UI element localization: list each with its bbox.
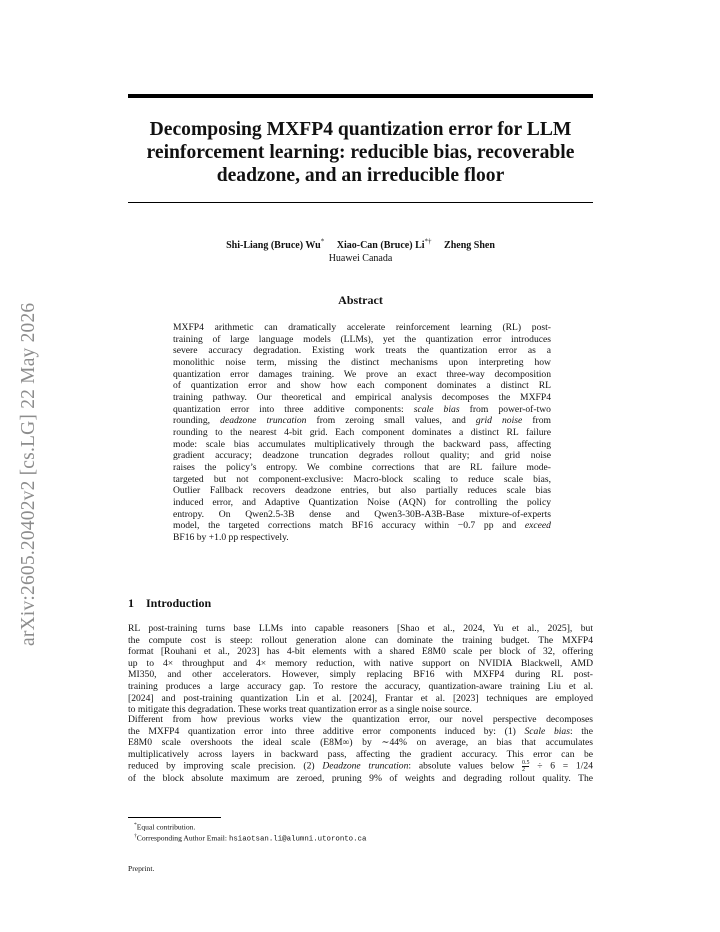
author-3: Zheng Shen: [444, 240, 495, 252]
intro-paragraph-2: Different from how previous works view the quantization error, our novel perspective decomposes the MXFP4 quantization error into three additive error components induced by: (1) Scale bias: the E8M0 scale overshoots the ideal scale (E8M∞) by ∼44% on average, an bias that accumulates multiplicatively across layers in backward pass, affecting the gradient accuracy. This error can be reduced by improving scale precision. (2) Deadzone truncation: absolute values below $\frac{0.5}{2}$ ÷ 6 = 1/24 of the block absolute maximum are zeroed, pruning 9% of weights and degrading rollout quality. The: [128, 714, 593, 785]
abstract-body: MXFP4 arithmetic can dramatically accelerate reinforcement learning (RL) post- training of large language models (LLMs), yet the quantization error introduces severe accuracy degradation. Existing work treats the quantization error as a monolithic noise term, missing the distinct mechanisms upon interpreting how quantization error damages training. We prove an exact three-way decomposition of quantization error and show how each component dominates a distinct RL training pathway. Our theoretical and empirical analysis decomposes the MXFP4 quantization error into three additive components: scale bias from power-of-two rounding, deadzone truncation from zeroing small values, and grid noise from rounding to the nearest 4-bit grid. Each component dominates a distinct RL failure mode: scale bias accumulates multiplicatively through the backward pass, affecting gradient accuracy; deadzone truncation degrades rollout quality; and grid noise raises the policy’s entropy. We combine corrections that are RL failure mode- targeted but not component-exclusive: Macro-block scaling to reduce scale bias, Outlier Fallback recovers deadzone entries, but also partially reduces scale bias induced error, and Adaptive Quantization Noise (AQN) for controlling the policy entropy. On Qwen2.5-3B dense and Qwen3-30B-A3B-Base mixture-of-experts model, the targeted corrections match BF16 accuracy within −0.7 pp and exceed BF16 by +1.0 pp respectively.: [173, 322, 551, 543]
title-line: deadzone, and an irreducible floor: [216, 165, 505, 186]
footnote-rule: [128, 817, 221, 818]
paper-title: [128, 118, 593, 187]
title-line: reinforcement learning: reducible bias, recoverable: [146, 142, 575, 163]
section-heading: 1 Introduction: [128, 596, 212, 610]
author-2: Xiao-Can (Bruce) Li*†: [336, 238, 432, 252]
footnotes: [134, 821, 366, 846]
author-block: [128, 236, 593, 265]
author-names: [128, 236, 593, 252]
intro-paragraph-1: RL post-training turns base LLMs into capable reasoners [Shao et al., 2024, Yu et al., 2025], but the compute cost is steep: rollout generation alone can dominate the training budget. The MXFP4 format [Rouhani et al., 2023] has 4-bit elements with a shared E8M0 scale per block of 32, offering up to 4× throughput and 4× memory reduction, with native support on NVIDIA Blackwell, AMD MI350, and other accelerators. However, simply replacing BF16 with MXFP4 during RL post- training produces a large accuracy gap. To restore the accuracy, quantization-aware training Liu et al. [2024] and post-training quantization Lin et al. [2024], Frantar et al. [2023] techniques are employed to mitigate this degradation. These works treat quantization error as a single noise source.: [128, 623, 593, 716]
title-top-rule: [128, 94, 593, 98]
footnote-corresponding-author: †Corresponding Author Email: hsiaotsan.li@alumni.utoronto.ca: [134, 833, 367, 844]
arxiv-identifier: arXiv:2605.20402v2 [cs.LG] 22 May 2026: [18, 302, 39, 646]
footnote-equal-contribution: *Equal contribution.: [134, 822, 196, 832]
affiliation: Huawei Canada: [328, 253, 393, 265]
preprint-label: Preprint.: [128, 864, 155, 873]
abstract-heading: Abstract: [338, 293, 383, 307]
author-1: Shi-Liang (Bruce) Wu*: [226, 238, 325, 252]
author-email[interactable]: hsiaotsan.li@alumni.utoronto.ca: [228, 835, 367, 844]
title-bottom-rule: [128, 202, 593, 203]
title-line: Decomposing MXFP4 quantization error for LLM: [149, 119, 572, 140]
